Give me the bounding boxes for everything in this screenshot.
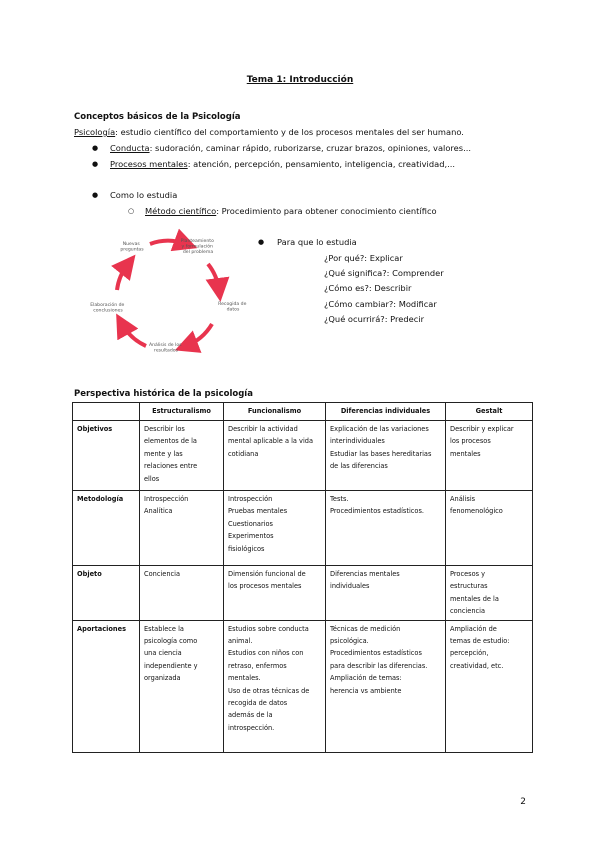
cycle-node-label: Recogida de datos — [218, 302, 247, 313]
table-cell — [140, 566, 224, 621]
cell-line: Estudios sobre conducta — [228, 624, 309, 633]
cell-line: Uso de otras técnicas de — [228, 686, 310, 695]
cell-line: fenomenológico — [450, 507, 503, 516]
table-header-cell — [73, 403, 140, 421]
item-text: : sudoración, caminar rápido, ruborizarse, cruzar brazos, opiniones, valores... — [149, 143, 471, 153]
list-item: ¿Qué significa?: Comprender — [324, 268, 444, 279]
bullet-icon: ● — [92, 191, 99, 199]
table-cell — [326, 620, 446, 752]
cell-line: independiente y — [144, 661, 198, 670]
list-item: ¿Cómo cambiar?: Modificar — [324, 298, 437, 309]
cell-line: psicología como — [144, 637, 198, 646]
table-cell — [326, 491, 446, 566]
cell-line: relaciones entre — [144, 462, 198, 471]
item-term: Conducta — [110, 143, 150, 153]
para-que-heading: Para que lo estudia — [277, 237, 357, 247]
cell-line: Describir los — [144, 425, 185, 433]
definition-line — [74, 127, 464, 137]
cell-line: Análisis — [450, 495, 476, 503]
cycle-node-label: Análisis de los resultados — [148, 343, 182, 354]
table-cell — [140, 421, 224, 491]
cell-line: una ciencia — [144, 649, 182, 658]
table-row-label: Objetivos — [73, 421, 140, 491]
cell-line: temas de estudio: — [450, 637, 510, 646]
cell-line: elementos de la — [144, 437, 197, 446]
cell-line: Ampliación de temas: — [330, 674, 402, 683]
cell-line: Estudiar las bases hereditarias — [330, 449, 432, 458]
cell-line: mentales de la — [450, 594, 499, 603]
cell-line: animal. — [228, 637, 253, 646]
cycle-arrow — [117, 264, 128, 290]
cell-line: Pruebas mentales — [228, 507, 288, 516]
cell-line: Describir y explicar — [450, 425, 514, 433]
table-row-label: Aportaciones — [73, 620, 140, 752]
cell-line: Introspección — [228, 495, 273, 503]
definition-term: Psicología — [74, 127, 116, 137]
table-cell — [140, 491, 224, 566]
cell-line: conciencia — [450, 607, 486, 616]
section-heading-perspectiva: Perspectiva histórica de la psicología — [74, 389, 253, 399]
cell-line: los procesos mentales — [228, 582, 302, 591]
cell-line: Diferencias mentales — [330, 570, 400, 578]
cell-line: Describir la actividad — [228, 425, 298, 433]
cell-line: organizada — [144, 674, 181, 683]
cell-line: percepción, — [450, 649, 489, 658]
table-row — [73, 566, 533, 621]
cell-line: mental aplicable a la vida — [228, 437, 314, 446]
cell-line: recogida de datos — [228, 699, 288, 708]
table-cell — [224, 491, 326, 566]
cell-line: retraso, enfermos — [228, 661, 287, 670]
cell-line: Conciencia — [144, 570, 181, 578]
list-item: ¿Cómo es?: Describir — [324, 283, 412, 294]
circle-bullet-icon: ○ — [128, 207, 135, 215]
table-header-cell: Gestalt — [446, 403, 533, 421]
table-row — [73, 620, 533, 752]
cell-line: Dimensión funcional de — [228, 570, 306, 578]
cell-line: Analítica — [144, 507, 173, 516]
table-header-cell: Estructuralismo — [140, 403, 224, 421]
cell-line: mente y las — [144, 449, 183, 458]
cell-line: Ampliación de — [450, 624, 497, 633]
cell-line: Procedimientos estadísticos — [330, 649, 422, 658]
cell-line: los procesos — [450, 437, 491, 446]
list-item: ¿Por qué?: Explicar — [324, 253, 403, 263]
perspectives-table — [72, 402, 533, 753]
para-que-list — [324, 251, 444, 327]
cell-line: Técnicas de medición — [330, 624, 401, 633]
cell-line: psicológica. — [330, 637, 369, 646]
cell-line: estructuras — [450, 582, 488, 591]
metodo-text: : Procedimiento para obtener conocimiento científico — [216, 206, 437, 216]
table-cell — [224, 421, 326, 491]
table-cell — [140, 620, 224, 752]
bullet-icon: ● — [92, 160, 99, 168]
section-heading-conceptos: Conceptos básicos de la Psicología — [74, 112, 241, 122]
table-cell — [224, 620, 326, 752]
metodo-term: Método científico — [145, 206, 217, 216]
table-row — [73, 491, 533, 566]
table-row-label: Objeto — [73, 566, 140, 621]
cycle-arrow — [186, 324, 212, 346]
cell-line: Procesos y — [450, 570, 486, 578]
cell-line: mentales. — [228, 674, 261, 683]
table-cell — [446, 620, 533, 752]
table-cell — [446, 566, 533, 621]
cycle-node-label: Nuevas preguntas — [120, 242, 144, 253]
cycle-node-label: Planteamiento y formulación del problema — [180, 239, 214, 255]
cell-line: creatividad, etc. — [450, 661, 504, 670]
item-text: : atención, percepción, pensamiento, inteligencia, creatividad,... — [187, 159, 456, 169]
table-header-cell: Funcionalismo — [224, 403, 326, 421]
cell-line: herencia vs ambiente — [330, 686, 402, 695]
cell-line: Experimentos — [228, 532, 274, 541]
cell-line: además de la — [228, 711, 273, 720]
cycle-arrow — [208, 264, 219, 290]
table-cell — [446, 421, 533, 491]
cell-line: cotidiana — [228, 449, 259, 458]
table-cell — [446, 491, 533, 566]
cell-line: ellos — [144, 474, 160, 483]
cell-line: para describir las diferencias. — [330, 661, 428, 670]
bullet-icon: ● — [258, 238, 265, 246]
table-row-label: Metodología — [73, 491, 140, 566]
cell-line: introspección. — [228, 723, 275, 732]
bullet-icon: ● — [92, 144, 99, 152]
cell-line: Introspección — [144, 495, 189, 503]
cycle-node-label: Elaboración de conclusiones — [90, 303, 125, 314]
list-item: ¿Qué ocurrirá?: Predecir — [324, 313, 424, 324]
page-number: 2 — [520, 797, 526, 807]
table-cell — [326, 566, 446, 621]
page-title: Tema 1: Introducción — [246, 75, 354, 85]
cell-line: interindividuales — [330, 437, 385, 446]
cell-line: Cuestionarios — [228, 519, 273, 528]
cycle-arrow — [122, 324, 146, 346]
cell-line: mentales — [450, 449, 481, 458]
como-lo-estudia: Como lo estudia — [110, 190, 178, 200]
table-header-row — [73, 403, 533, 421]
table-cell — [326, 421, 446, 491]
cell-line: individuales — [330, 582, 370, 591]
cell-line: fisiológicos — [228, 544, 265, 553]
table-row — [73, 421, 533, 491]
metodo-line — [145, 206, 437, 216]
definition-text: : estudio científico del comportamiento y de los procesos mentales del ser humano. — [115, 127, 464, 137]
list-item-procesos — [110, 159, 455, 169]
table-cell — [224, 566, 326, 621]
cell-line: Tests. — [330, 495, 349, 503]
item-term: Procesos mentales — [110, 159, 188, 169]
scientific-method-cycle-diagram — [88, 228, 248, 363]
cell-line: de las diferencias — [330, 462, 388, 471]
cell-line: Establece la — [144, 624, 184, 633]
cell-line: Estudios con niños con — [228, 649, 304, 658]
cell-line: Explicación de las variaciones — [330, 425, 429, 433]
cell-line: Procedimientos estadísticos. — [330, 507, 424, 516]
table-header-cell: Diferencias individuales — [326, 403, 446, 421]
list-item-conducta — [110, 143, 471, 153]
